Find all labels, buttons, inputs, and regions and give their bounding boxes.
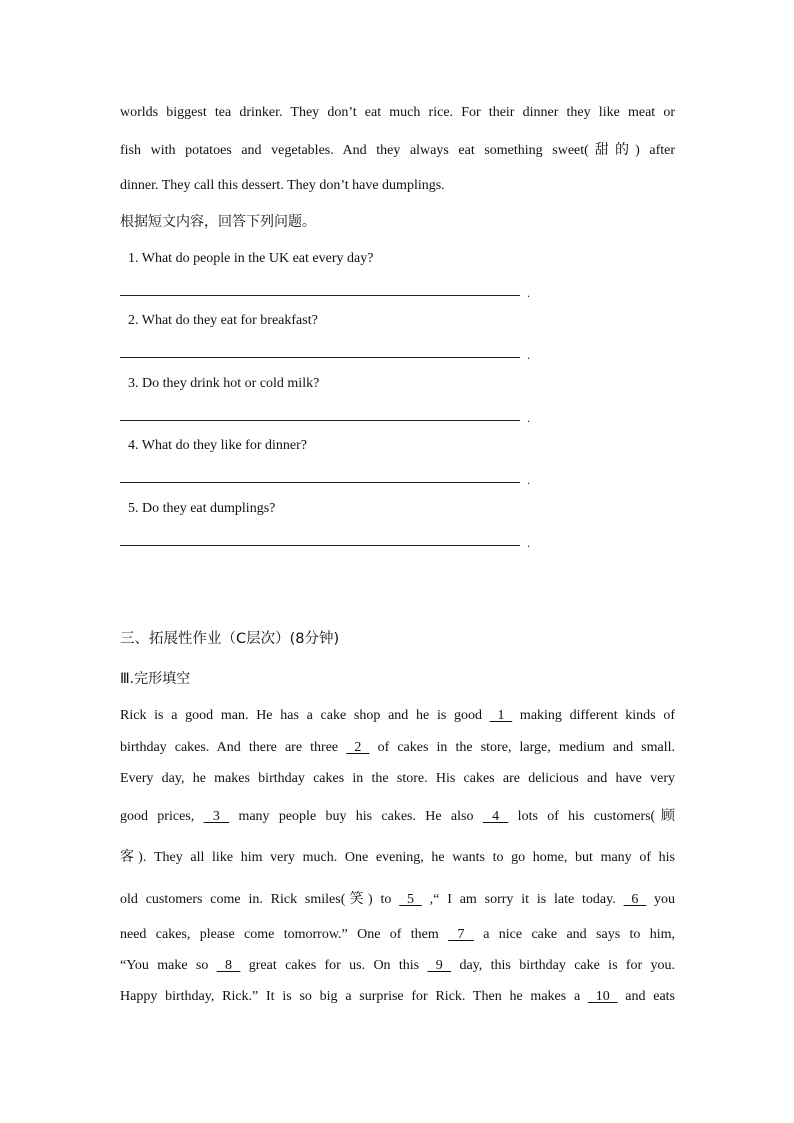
- answer-line-1[interactable]: [120, 295, 520, 296]
- answer-terminator-4: .: [527, 473, 530, 487]
- question-2: 2. What do they eat for breakfast?: [128, 313, 318, 328]
- cloze-text: Rick is a good man. He has a cake shop and he is good: [120, 708, 490, 723]
- cloze-blank-2[interactable]: 2: [346, 740, 370, 755]
- cloze-text: ,“ I am sorry it is late today.: [421, 892, 624, 907]
- passage-line-3: dinner. They call this dessert. They don’t have dumplings.: [120, 178, 445, 193]
- cloze-line-3: Every day, he makes birthday cakes in the store. His cakes are delicious and have very: [120, 771, 675, 786]
- cloze-text: making different kinds of: [512, 708, 676, 723]
- cloze-text: a nice cake and says to him,: [473, 927, 676, 942]
- cloze-text: day, this birthday cake is for you.: [451, 958, 676, 973]
- cloze-text: good prices,: [120, 809, 204, 824]
- cloze-text: “You make so: [120, 958, 217, 973]
- question-1: 1. What do people in the UK eat every day?: [128, 251, 374, 266]
- cloze-text: lots of his customers(顾: [508, 809, 676, 824]
- answer-line-2[interactable]: [120, 357, 520, 358]
- question-3: 3. Do they drink hot or cold milk?: [128, 376, 320, 391]
- question-5: 5. Do they eat dumplings?: [128, 501, 276, 516]
- cloze-blank-5[interactable]: 5: [399, 892, 422, 907]
- cloze-line-1: [120, 707, 675, 725]
- answer-terminator-1: .: [527, 286, 530, 300]
- question-4: 4. What do they like for dinner?: [128, 438, 307, 453]
- cloze-blank-6[interactable]: 6: [623, 892, 647, 907]
- answer-line-4[interactable]: [120, 482, 520, 483]
- cloze-blank-8[interactable]: 8: [216, 958, 241, 973]
- cloze-blank-10[interactable]: 10: [587, 989, 618, 1004]
- cloze-line-9: [120, 988, 675, 1006]
- subsection-title: Ⅲ.完形填空: [120, 671, 191, 687]
- cloze-text: old customers come in. Rick smiles(笑) to: [120, 892, 400, 907]
- answer-terminator-5: .: [527, 536, 530, 550]
- cloze-line-8: [120, 957, 675, 975]
- cloze-blank-3[interactable]: 3: [203, 809, 230, 824]
- cloze-blank-4[interactable]: 4: [482, 809, 509, 824]
- cloze-text: and eats: [617, 989, 675, 1004]
- cloze-text: need cakes, please come tomorrow.” One of them: [120, 927, 449, 942]
- answer-terminator-2: .: [527, 348, 530, 362]
- cloze-text: great cakes for us. On this: [240, 958, 428, 973]
- cloze-line-5: 客). They all like him very much. One evening, he wants to go home, but many of his: [120, 850, 675, 865]
- cloze-text: of cakes in the store, large, medium and small.: [369, 740, 676, 755]
- cloze-blank-1[interactable]: 1: [489, 708, 513, 723]
- cloze-line-2: [120, 739, 675, 757]
- cloze-text: birthday cakes. And there are three: [120, 740, 347, 755]
- cloze-line-7: [120, 926, 675, 944]
- passage-line-2: fish with potatoes and vegetables. And they always eat something sweet(甜的) after: [120, 143, 675, 158]
- cloze-text: Happy birthday, Rick.” It is so big a surprise for Rick. Then he makes a: [120, 989, 588, 1004]
- cloze-blank-7[interactable]: 7: [448, 927, 474, 942]
- instruction: 根据短文内容，回答下列问题。: [120, 214, 316, 230]
- cloze-text: many people buy his cakes. He also: [229, 809, 483, 824]
- cloze-text: you: [646, 892, 676, 907]
- cloze-line-4: [120, 808, 675, 826]
- passage-line-1: worlds biggest tea drinker. They don’t eat much rice. For their dinner they like meat or: [120, 105, 675, 120]
- answer-line-3[interactable]: [120, 420, 520, 421]
- cloze-line-6: [120, 891, 675, 909]
- cloze-blank-9[interactable]: 9: [427, 958, 452, 973]
- answer-terminator-3: .: [527, 411, 530, 425]
- answer-line-5[interactable]: [120, 545, 520, 546]
- section-title: 三、拓展性作业（C层次）(8分钟): [120, 631, 340, 647]
